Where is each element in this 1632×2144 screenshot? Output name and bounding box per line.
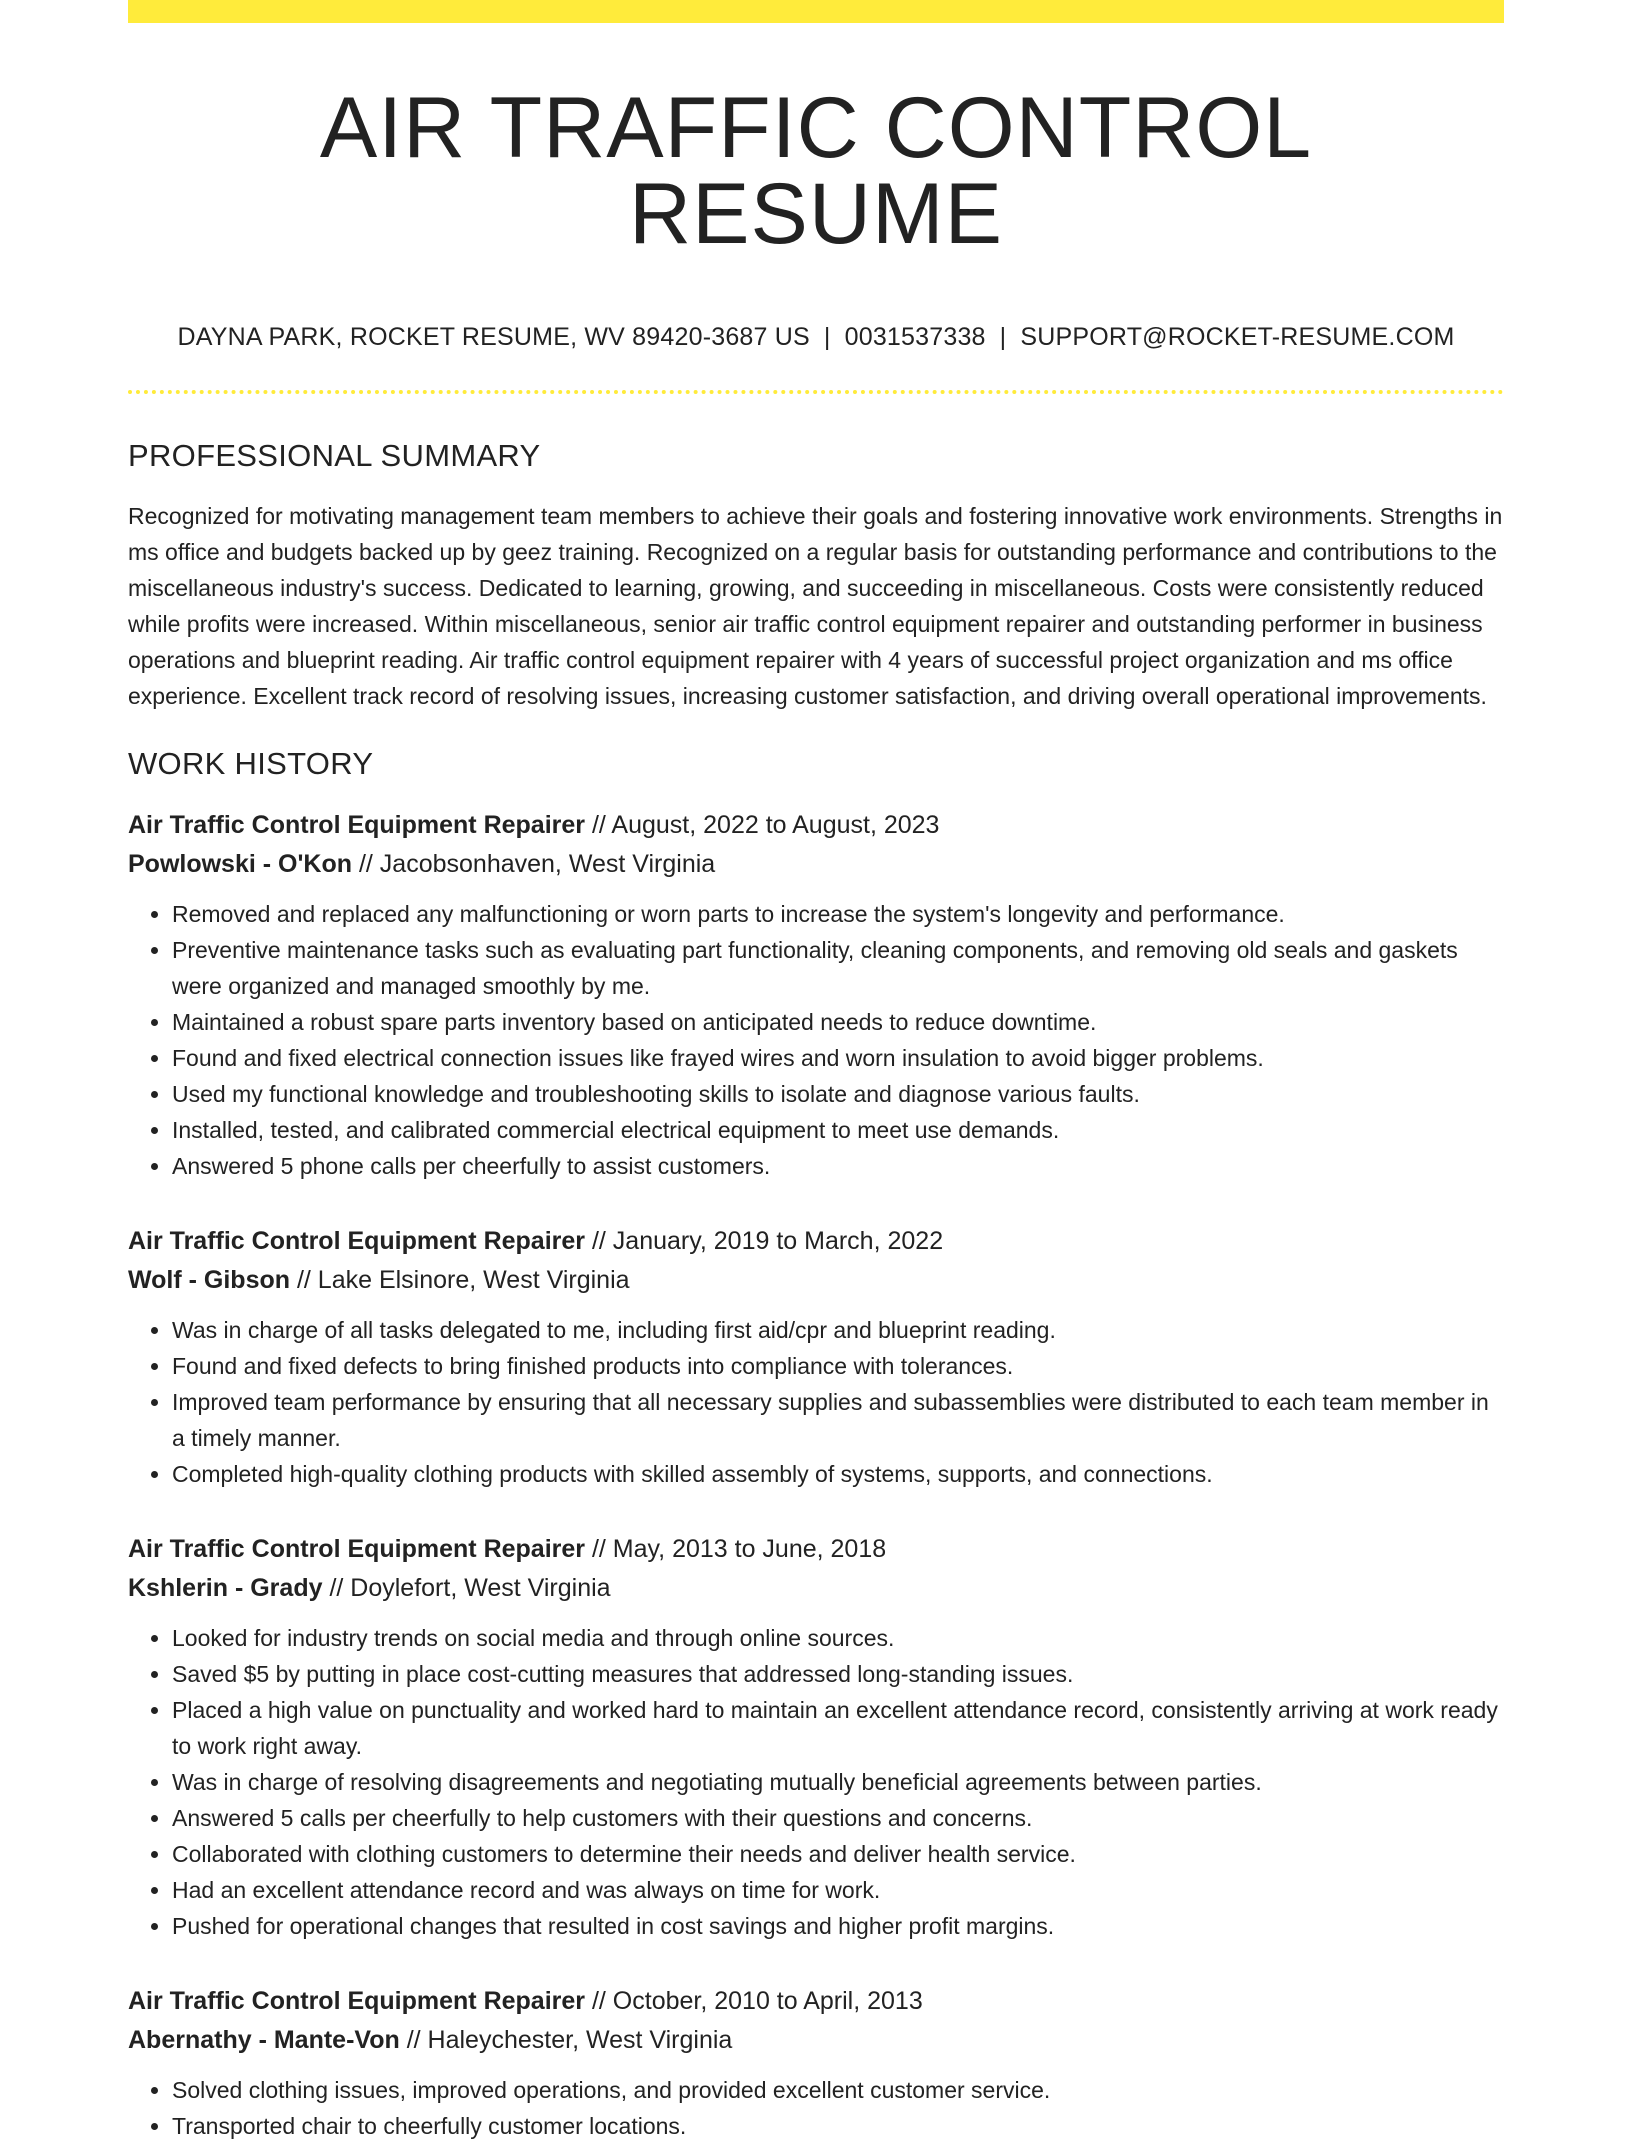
job-title: Air Traffic Control Equipment Repairer xyxy=(128,1535,586,1563)
job-bullet: • Answered 5 calls per cheerfully to help customers with their questions and concerns. xyxy=(172,1800,1504,1836)
job-entry xyxy=(128,806,1504,1184)
job-bullets xyxy=(128,1312,1504,1492)
job-title: Air Traffic Control Equipment Repairer xyxy=(128,811,586,839)
job-bullet: • Preventive maintenance tasks such as evaluating part functionality, cleaning components, and removing old seals and gaskets were organized and managed smoothly by me. xyxy=(172,932,1504,1004)
contact-address: DAYNA PARK, ROCKET RESUME, WV 89420-3687 US xyxy=(177,323,810,351)
job-location: // Jacobsonhaven, West Virginia xyxy=(352,850,716,878)
job-bullet: • Maintained a robust spare parts inventory based on anticipated needs to reduce downtime. xyxy=(172,1004,1504,1040)
contact-phone: 0031537338 xyxy=(844,323,986,351)
job-bullet: • Removed and replaced any malfunctioning or worn parts to increase the system's longevity and performance. xyxy=(172,896,1504,932)
summary-heading: PROFESSIONAL SUMMARY xyxy=(128,438,541,473)
job-bullet: • Used my functional knowledge and troubleshooting skills to isolate and diagnose various faults. xyxy=(172,1076,1504,1112)
job-bullet: • Improved team performance by ensuring that all necessary supplies and subassemblies were distributed to each team member in a timely manner. xyxy=(172,1384,1504,1456)
job-entry xyxy=(128,1222,1504,1492)
resume-title: AIR TRAFFIC CONTROL RESUME xyxy=(319,80,1313,262)
job-dates: // May, 2013 to June, 2018 xyxy=(585,1535,887,1563)
contact-line xyxy=(128,323,1504,352)
accent-top-bar xyxy=(128,0,1504,23)
job-location: // Haleychester, West Virginia xyxy=(399,2026,733,2054)
job-bullet: • Transported chair to cheerfully customer locations. xyxy=(172,2108,1504,2144)
job-dates: // October, 2010 to April, 2013 xyxy=(585,1987,923,2015)
job-bullet: • Found and fixed defects to bring finished products into compliance with tolerances. xyxy=(172,1348,1504,1384)
job-bullet: • Collaborated with clothing customers to determine their needs and deliver health service. xyxy=(172,1836,1504,1872)
job-bullet: • Looked for industry trends on social media and through online sources. xyxy=(172,1620,1504,1656)
job-title: Air Traffic Control Equipment Repairer xyxy=(128,1227,586,1255)
job-bullet: • Was in charge of resolving disagreements and negotiating mutually beneficial agreements between parties. xyxy=(172,1764,1504,1800)
job-bullet: • Was in charge of all tasks delegated to me, including first aid/cpr and blueprint reading. xyxy=(172,1312,1504,1348)
job-dates: // January, 2019 to March, 2022 xyxy=(585,1227,944,1255)
job-company: Kshlerin - Grady xyxy=(128,1574,323,1602)
summary-text: Recognized for motivating management team members to achieve their goals and fostering innovative work environments. Strengths in ms office and budgets backed up by geez training. Recognized on a regular basis for outstanding performance and contributions to the miscellaneous industry's success. Dedicated to learning, growing, and succeeding in miscellaneous. Costs were consistently reduced while profits were increased. Within miscellaneous, senior air traffic control equipment repairer and outstanding performer in business operations and blueprint reading. Air traffic control equipment repairer with 4 years of successful project organization and ms office experience. Excellent track record of resolving issues, increasing customer satisfaction, and driving overall operational improvements. xyxy=(128,503,1503,709)
job-title-line xyxy=(128,1222,1504,1261)
job-entry xyxy=(128,1530,1504,1944)
job-location: // Doylefort, West Virginia xyxy=(322,1574,611,1602)
job-bullet: • Placed a high value on punctuality and worked hard to maintain an excellent attendance record, consistently arriving at work ready to work right away. xyxy=(172,1692,1504,1764)
job-company-line xyxy=(128,1569,1504,1608)
job-company-line xyxy=(128,1261,1504,1300)
job-company-line xyxy=(128,845,1504,884)
job-bullet: • Completed high-quality clothing products with skilled assembly of systems, supports, and connections. xyxy=(172,1456,1504,1492)
job-title: Air Traffic Control Equipment Repairer xyxy=(128,1987,586,2015)
job-location: // Lake Elsinore, West Virginia xyxy=(290,1266,630,1294)
job-bullet: • Solved clothing issues, improved operations, and provided excellent customer service. xyxy=(172,2072,1504,2108)
contact-separator: | xyxy=(823,323,831,351)
contact-separator: | xyxy=(999,323,1007,351)
job-dates: // August, 2022 to August, 2023 xyxy=(585,811,940,839)
job-bullets xyxy=(128,2072,1504,2144)
work-history-list xyxy=(128,806,1504,2144)
resume-page xyxy=(128,0,1504,2144)
job-title-line xyxy=(128,806,1504,845)
job-company: Powlowski - O'Kon xyxy=(128,850,353,878)
contact-email: SUPPORT@ROCKET-RESUME.COM xyxy=(1020,323,1455,351)
dotted-divider xyxy=(128,390,1504,394)
job-bullet: • Had an excellent attendance record and was always on time for work. xyxy=(172,1872,1504,1908)
job-bullet: • Found and fixed electrical connection issues like frayed wires and worn insulation to avoid bigger problems. xyxy=(172,1040,1504,1076)
job-entry xyxy=(128,1982,1504,2144)
job-bullets xyxy=(128,896,1504,1184)
job-bullet: • Installed, tested, and calibrated commercial electrical equipment to meet use demands. xyxy=(172,1112,1504,1148)
job-company: Abernathy - Mante-Von xyxy=(128,2026,400,2054)
work-history-heading: WORK HISTORY xyxy=(128,746,374,781)
job-bullet: • Pushed for operational changes that resulted in cost savings and higher profit margins. xyxy=(172,1908,1504,1944)
job-title-line xyxy=(128,1982,1504,2021)
job-bullets xyxy=(128,1620,1504,1944)
job-bullet: • Saved $5 by putting in place cost-cutting measures that addressed long-standing issues. xyxy=(172,1656,1504,1692)
job-bullet: • Answered 5 phone calls per cheerfully to assist customers. xyxy=(172,1148,1504,1184)
job-company: Wolf - Gibson xyxy=(128,1266,291,1294)
job-title-line xyxy=(128,1530,1504,1569)
job-company-line xyxy=(128,2021,1504,2060)
